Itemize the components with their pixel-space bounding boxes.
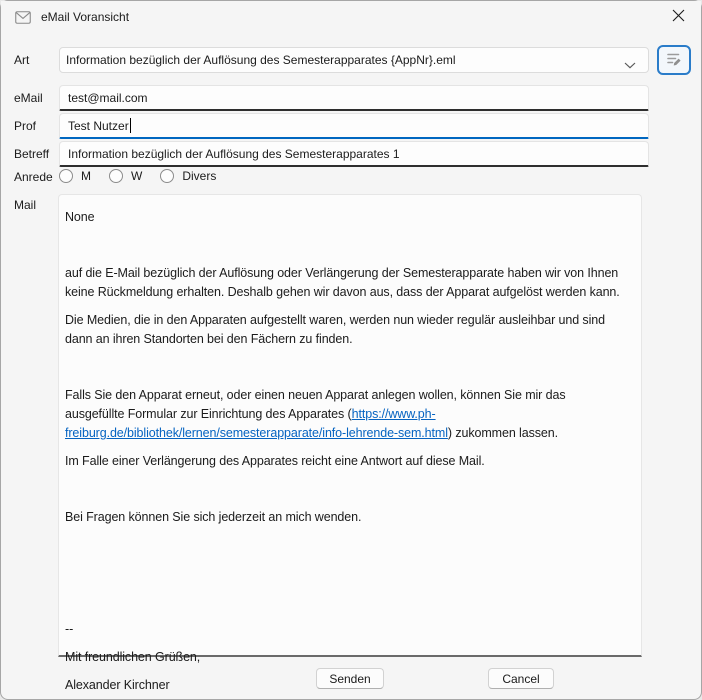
anrede-label: Anrede bbox=[14, 170, 53, 184]
radio-w-label: W bbox=[131, 169, 143, 183]
envelope-icon bbox=[15, 11, 31, 24]
betreff-field[interactable] bbox=[59, 141, 649, 167]
anrede-radio-group bbox=[59, 167, 234, 185]
radio-m[interactable] bbox=[59, 169, 91, 183]
send-button[interactable]: Senden bbox=[316, 668, 384, 689]
radio-divers[interactable] bbox=[160, 169, 216, 183]
radio-circle bbox=[160, 169, 174, 183]
betreff-label: Betreff bbox=[14, 147, 50, 161]
art-label: Art bbox=[14, 53, 30, 67]
edit-template-button[interactable] bbox=[657, 45, 691, 75]
radio-circle bbox=[109, 169, 123, 183]
edit-note-icon bbox=[665, 50, 683, 71]
mail-paragraph: Mit freundlichen Grüßen, bbox=[65, 650, 201, 664]
mail-paragraph: Alexander Kirchner bbox=[65, 678, 170, 692]
cancel-button[interactable]: Cancel bbox=[488, 668, 554, 689]
radio-divers-label: Divers bbox=[182, 169, 217, 183]
mail-label: Mail bbox=[14, 198, 37, 212]
betreff-value: Information bezüglich der Auflösung des Semesterapparates 1 bbox=[68, 146, 400, 161]
email-value: test@mail.com bbox=[68, 90, 148, 105]
email-label: eMail bbox=[14, 91, 43, 105]
mail-paragraph bbox=[65, 536, 627, 555]
mail-paragraph bbox=[65, 236, 627, 255]
prof-field[interactable] bbox=[59, 113, 649, 139]
mail-paragraph: Bei Fragen können Sie sich jederzeit an mich wenden. bbox=[65, 510, 362, 524]
text-caret bbox=[130, 118, 131, 133]
close-icon bbox=[672, 9, 685, 25]
mail-link[interactable]: https://www.ph-freiburg.de/bibliothek/lernen/semesterapparate/info-lehrende-sem.html bbox=[65, 407, 448, 440]
art-selected-value: Information bezüglich der Auflösung des Semesterapparates {AppNr}.eml bbox=[66, 53, 456, 67]
mail-paragraph: Falls Sie den Apparat erneut, oder einen neuen Apparat anlegen wollen, können Sie mir das ausgefüllte Formular zur Einrichtung des Apparates (https://www.ph-freiburg.de/bibliothek/lernen/semesterapparate/info-lehrende-sem.html) zukommen lassen. bbox=[65, 388, 566, 440]
mail-paragraph: Im Falle einer Verlängerung des Apparates reicht eine Antwort auf diese Mail. bbox=[65, 454, 485, 468]
prof-value: Test Nutzer bbox=[68, 118, 129, 133]
mail-paragraph: Die Medien, die in den Apparaten aufgestellt waren, werden nun wieder regulär ausleihbar und sind dann an ihren Standorten bei den Fächern zu finden. bbox=[65, 313, 605, 346]
email-field[interactable] bbox=[59, 85, 649, 111]
radio-circle bbox=[59, 169, 73, 183]
mail-paragraph: auf die E-Mail bezüglich der Auflösung oder Verlängerung der Semesterapparate haben wir von Ihnen keine Rückmeldung erhalten. Deshalb gehen wir davon aus, dass der Apparat aufgelöst werden kann. bbox=[65, 266, 620, 299]
window-title: eMail Voransicht bbox=[41, 10, 130, 24]
titlebar bbox=[1, 1, 701, 33]
mail-body bbox=[65, 208, 627, 695]
radio-w[interactable] bbox=[109, 169, 142, 183]
mail-paragraph bbox=[65, 564, 627, 583]
radio-m-label: M bbox=[81, 169, 91, 183]
mail-paragraph bbox=[65, 592, 627, 611]
chevron-down-icon bbox=[624, 58, 636, 72]
art-template-select[interactable] bbox=[59, 47, 649, 73]
mail-paragraph: None bbox=[65, 210, 95, 224]
mail-paragraph bbox=[65, 480, 627, 499]
prof-label: Prof bbox=[14, 119, 37, 133]
close-button[interactable] bbox=[655, 1, 701, 33]
mail-paragraph bbox=[65, 358, 627, 377]
mail-paragraph: -- bbox=[65, 622, 74, 636]
